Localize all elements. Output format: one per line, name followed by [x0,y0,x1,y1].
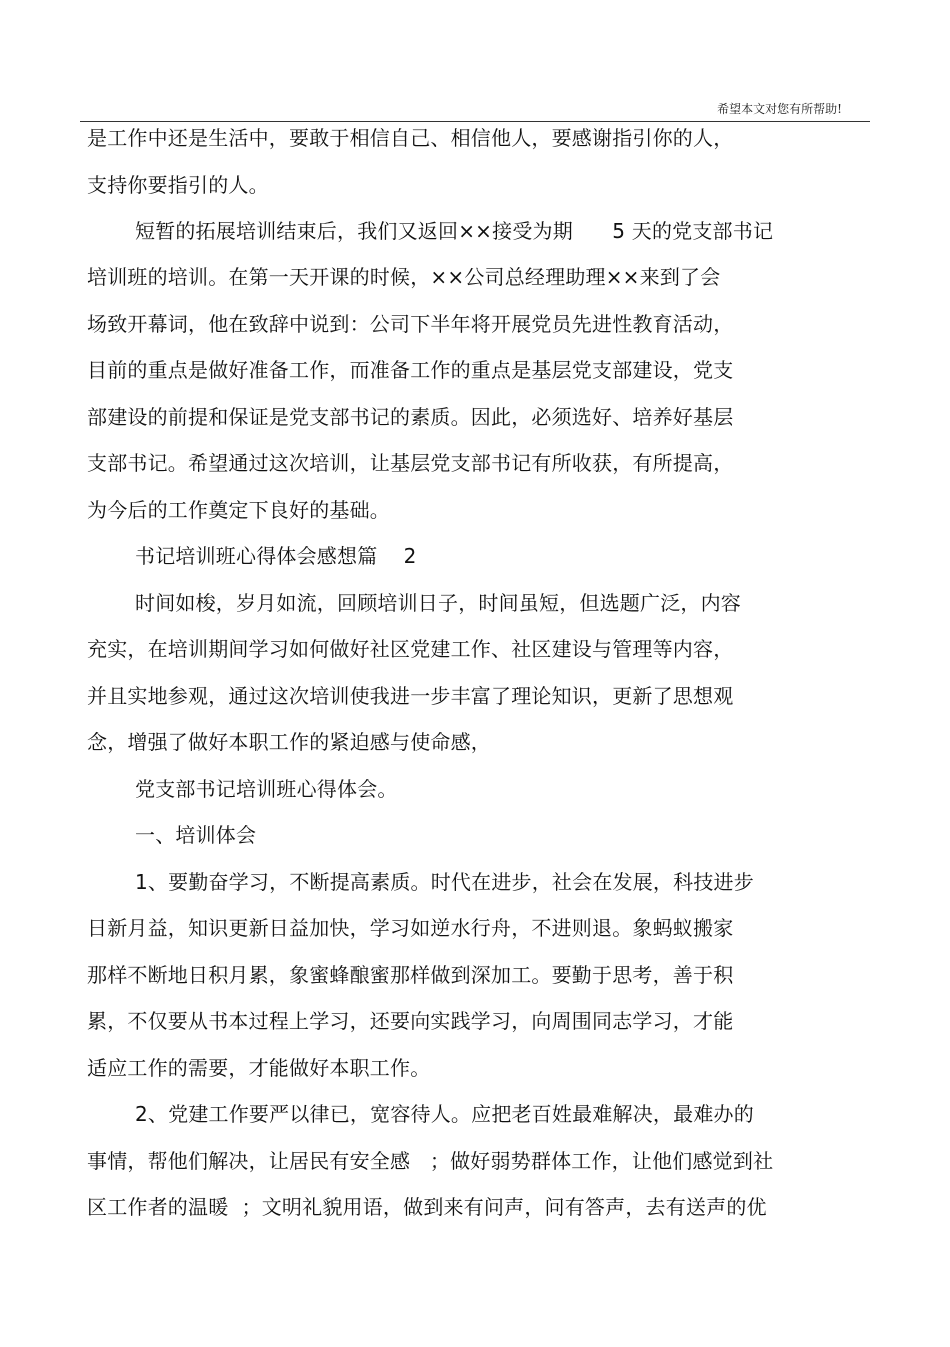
body-line: 部建设的前提和保证是党支部书记的素质。因此，必须选好、培养好基层 [87,405,734,429]
body-line: 短暂的拓展培训结束后，我们又返回××接受为期 5 天的党支部书记 [135,219,774,243]
body-line: 日新月益，知识更新日益加快，学习如逆水行舟，不进则退。象蚂蚁搬家 [87,916,734,940]
section-heading: 书记培训班心得体会感想篇 2 [135,544,417,568]
header-note: 希望本文对您有所帮助! [717,102,842,116]
body-line: 1、要勤奋学习，不断提高素质。时代在进步，社会在发展，科技进步 [135,870,754,894]
body-line: 适应工作的需要，才能做好本职工作。 [87,1056,431,1080]
body-line: 为今后的工作奠定下良好的基础。 [87,498,390,522]
body-line: 支持你要指引的人。 [87,173,269,197]
subsection-heading: 一、培训体会 [135,823,257,847]
body-line: 2、党建工作要严以律已，宽容待人。应把老百姓最难解决，最难办的 [135,1102,754,1126]
header-divider [80,121,870,122]
body-line: 事情，帮他们解决，让居民有安全感 ；做好弱势群体工作，让他们感觉到社 [87,1149,774,1173]
body-line: 是工作中还是生活中，要敢于相信自己、相信他人，要感谢指引你的人， [87,126,734,150]
body-line: 支部书记。希望通过这次培训，让基层党支部书记有所收获，有所提高， [87,451,734,475]
body-line: 区工作者的温暖 ；文明礼貌用语，做到来有问声，问有答声，去有送声的优 [87,1195,767,1219]
body-line: 场致开幕词，他在致辞中说到：公司下半年将开展党员先进性教育活动， [87,312,734,336]
body-line: 党支部书记培训班心得体会。 [135,777,398,801]
body-line: 念，增强了做好本职工作的紧迫感与使命感， [87,730,491,754]
body-line: 培训班的培训。在第一天开课的时候，××公司总经理助理××来到了会 [87,265,721,289]
body-line: 充实，在培训期间学习如何做好社区党建工作、社区建设与管理等内容， [87,637,734,661]
body-line: 时间如梭，岁月如流，回顾培训日子，时间虽短，但选题广泛，内容 [135,591,741,615]
body-line: 那样不断地日积月累，象蜜蜂酿蜜那样做到深加工。要勤于思考，善于积 [87,963,734,987]
body-line: 并且实地参观，通过这次培训使我进一步丰富了理论知识，更新了思想观 [87,684,734,708]
body-line: 累，不仅要从书本过程上学习，还要向实践学习，向周围同志学习，才能 [87,1009,734,1033]
body-line: 目前的重点是做好准备工作，而准备工作的重点是基层党支部建设，党支 [87,358,734,382]
